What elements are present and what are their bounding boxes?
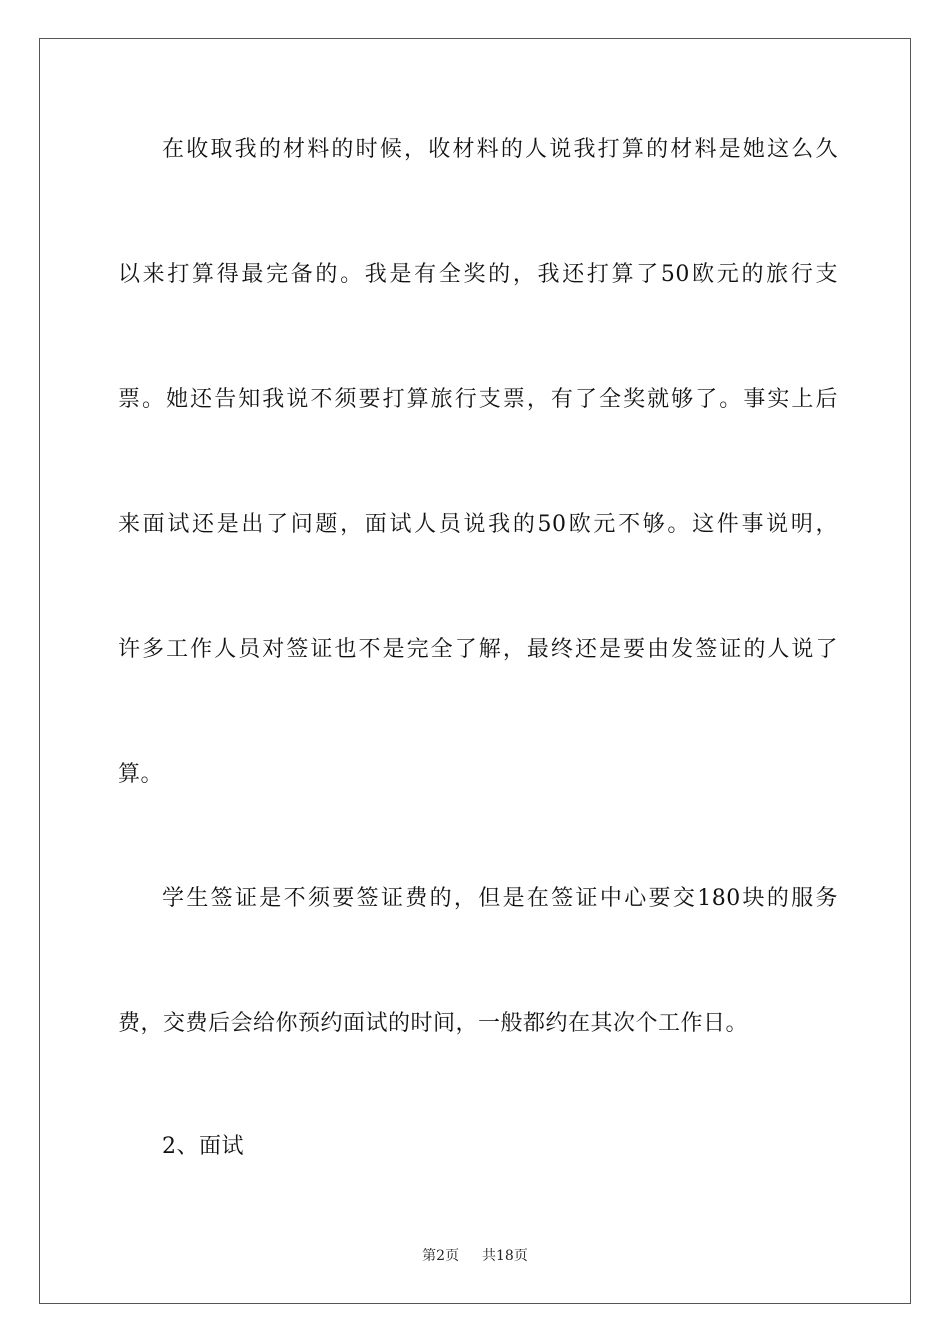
paragraph-line-6: 算。: [118, 762, 164, 787]
paragraph-line-1: 在收取我的材料的时候，收材料的人说我打算的材料是她这么久: [162, 137, 838, 162]
paragraph-line-8: 费，交费后会给你预约面试的时间，一般都约在其次个工作日。: [118, 1011, 749, 1036]
page-frame: [39, 38, 911, 1304]
paragraph-line-4: 来面试还是出了问题，面试人员说我的50欧元不够。这件事说明，: [118, 512, 838, 537]
paragraph-line-7: 学生签证是不须要签证费的，但是在签证中心要交180块的服务: [162, 886, 838, 911]
paragraph-line-5: 许多工作人员对签证也不是完全了解，最终还是要由发签证的人说了: [118, 637, 838, 662]
section-heading: 2、面试: [162, 1134, 244, 1159]
page-footer: [0, 1246, 950, 1266]
paragraph-line-2: 以来打算得最完备的。我是有全奖的，我还打算了50欧元的旅行支: [118, 262, 838, 287]
paragraph-line-3: 票。她还告知我说不须要打算旅行支票，有了全奖就够了。事实上后: [118, 387, 838, 412]
page-total: 共18页: [482, 1248, 528, 1264]
page-number: 第2页: [422, 1248, 460, 1264]
